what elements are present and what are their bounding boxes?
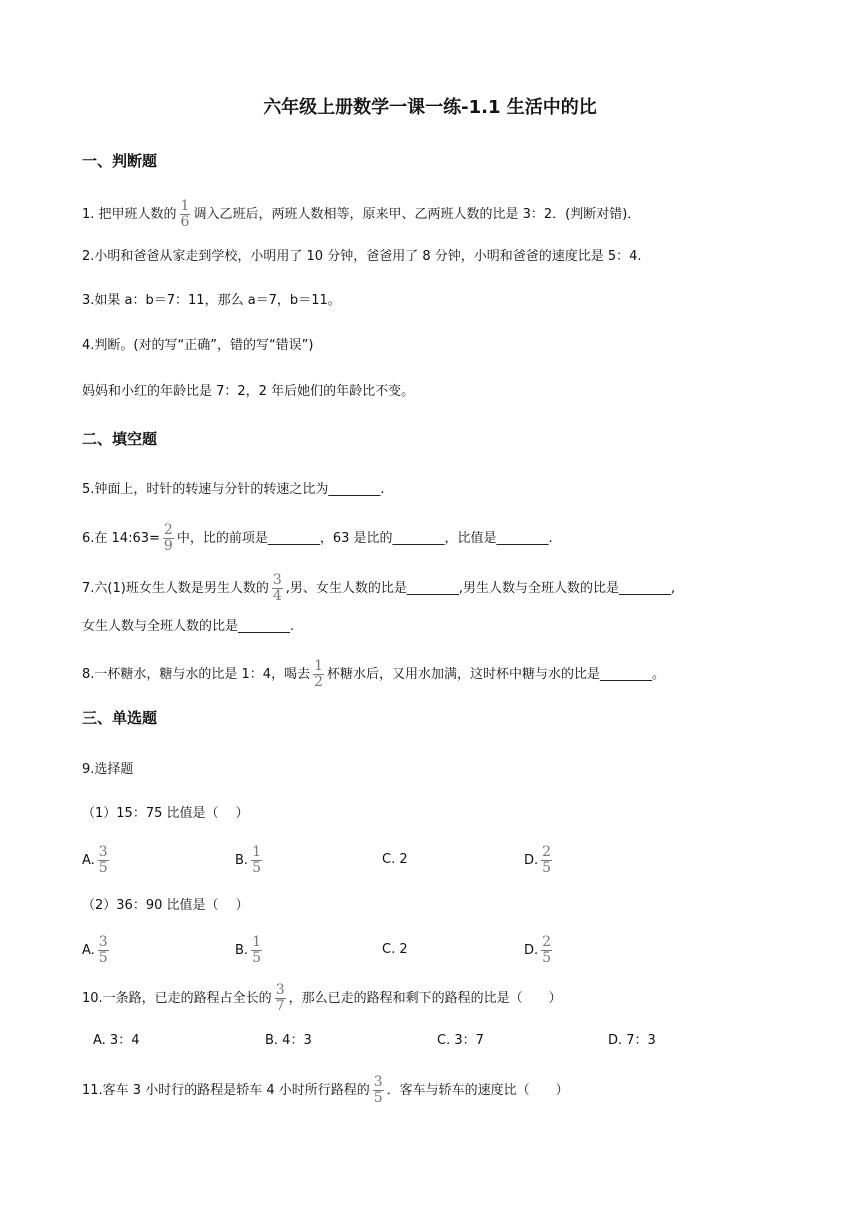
question-7-line-2: 女生人数与全班人数的比是________. — [82, 619, 295, 634]
fraction-2-9: $\frac{2}{9}$ — [163, 522, 173, 554]
question-7-text-b: ,男、女生人数的比是________,男生人数与全班人数的比是________, — [285, 581, 676, 596]
q9-1-option-b: B. $\frac{1}{5}$ — [235, 844, 261, 876]
question-5: 5.钟面上，时针的转速与分针的转速之比为________. — [82, 482, 385, 497]
fraction-1-5: $\frac{1}{5}$ — [252, 844, 261, 876]
fraction-3-5: $\frac{3}{5}$ — [98, 844, 108, 876]
question-1-text-a: 1. 把甲班人数的 — [82, 207, 177, 222]
section-heading-fill-blank: 二、填空题 — [82, 430, 158, 448]
fraction-1-2: $\frac{1}{2}$ — [314, 658, 323, 690]
q9-2-option-d: D. $\frac{2}{5}$ — [524, 934, 552, 966]
q9-1-option-d: D. $\frac{2}{5}$ — [524, 844, 552, 876]
question-4-statement: 妈妈和小红的年龄比是 7：2，2 年后她们的年龄比不变。 — [82, 384, 415, 399]
fraction-3-5: $\frac{3}{5}$ — [98, 934, 108, 966]
question-6-text-b: 中，比的前项是________，63 是比的________，比值是________. — [176, 531, 553, 546]
fraction-3-7: $\frac{3}{7}$ — [275, 982, 285, 1014]
q10-option-b: B. 4：3 — [265, 1033, 312, 1048]
question-6 — [82, 524, 553, 553]
question-11-text-a: 11.客车 3 小时行的路程是轿车 4 小时所行路程的 — [82, 1083, 370, 1098]
question-11-text-b: ．客车与轿车的速度比（ ） — [386, 1083, 569, 1098]
q9-2-option-c: C. 2 — [382, 942, 408, 957]
q9-2-option-b: B. $\frac{1}{5}$ — [235, 934, 261, 966]
fraction-1-6: $\frac{1}{6}$ — [180, 198, 190, 230]
question-7 — [82, 574, 675, 603]
question-9: 9.选择题 — [82, 762, 134, 777]
q9-1-option-a: A. $\frac{3}{5}$ — [82, 844, 108, 876]
fraction-3-5: $\frac{3}{5}$ — [373, 1074, 383, 1106]
question-9-sub-2: （2）36：90 比值是（ ） — [82, 898, 249, 913]
question-8 — [82, 660, 665, 689]
q9-2-option-a: A. $\frac{3}{5}$ — [82, 934, 108, 966]
q10-option-a: A. 3：4 — [93, 1033, 140, 1048]
fraction-1-5: $\frac{1}{5}$ — [252, 934, 261, 966]
section-heading-judgement: 一、判断题 — [82, 152, 158, 170]
question-2: 2.小明和爸爸从家走到学校，小明用了 10 分钟，爸爸用了 8 分钟，小明和爸爸的速度比是 5：4. — [82, 249, 642, 264]
question-4: 4.判断。(对的写“正确”，错的写“错误”) — [82, 338, 314, 353]
question-10 — [82, 984, 562, 1013]
question-8-text-a: 8.一杯糖水，糖与水的比是 1：4，喝去 — [82, 667, 311, 682]
fraction-3-4: $\frac{3}{4}$ — [272, 572, 282, 604]
question-8-text-b: 杯糖水后，又用水加满，这时杯中糖与水的比是________。 — [327, 667, 666, 682]
question-10-text-a: 10.一条路，已走的路程占全长的 — [82, 991, 272, 1006]
question-9-sub-1: （1）15：75 比值是（ ） — [82, 806, 249, 821]
fraction-2-5: $\frac{2}{5}$ — [542, 844, 552, 876]
question-11 — [82, 1076, 569, 1105]
q10-option-d: D. 7：3 — [608, 1033, 656, 1048]
question-6-text-a: 6.在 14:63= — [82, 531, 160, 546]
q9-1-option-c: C. 2 — [382, 852, 408, 867]
question-1-text-b: 调入乙班后，两班人数相等，原来甲、乙两班人数的比是 3：2．(判断对错)． — [193, 207, 641, 222]
q10-option-c: C. 3：7 — [437, 1033, 484, 1048]
question-1 — [82, 200, 640, 229]
section-heading-single-choice: 三、单选题 — [82, 709, 158, 727]
question-7-text-a: 7.六(1)班女生人数是男生人数的 — [82, 581, 269, 596]
question-3: 3.如果 a：b＝7：11，那么 a＝7，b＝11。 — [82, 293, 341, 308]
fraction-2-5: $\frac{2}{5}$ — [542, 934, 552, 966]
page-title: 六年级上册数学一课一练-1.1 生活中的比 — [263, 97, 597, 118]
question-10-text-b: ，那么已走的路程和剩下的路程的比是（ ） — [288, 991, 562, 1006]
